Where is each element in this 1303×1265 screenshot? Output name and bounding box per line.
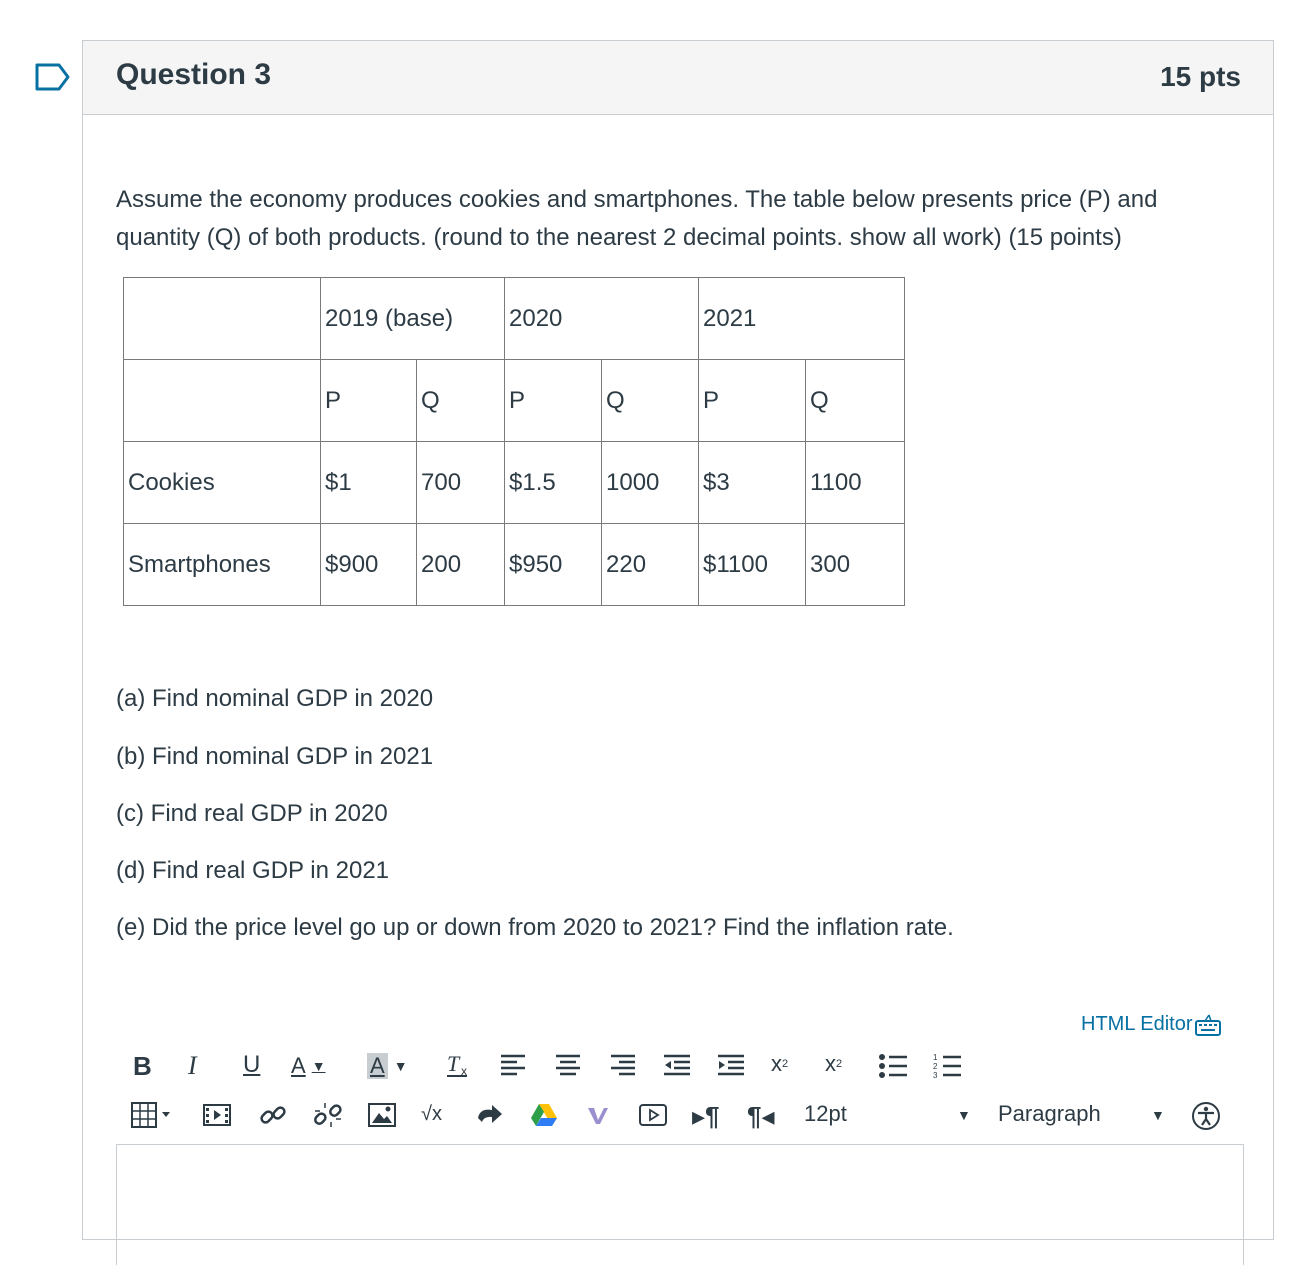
video-icon[interactable] xyxy=(639,1103,667,1127)
bold-button[interactable]: B xyxy=(133,1051,152,1081)
google-drive-icon[interactable] xyxy=(530,1103,558,1127)
ltr-direction-button[interactable]: ▸¶ xyxy=(692,1101,720,1131)
bullet-list-icon[interactable] xyxy=(879,1053,907,1079)
table-cell: $950 xyxy=(505,524,602,606)
table-row xyxy=(124,278,905,360)
question-points: 15 pts xyxy=(1160,61,1241,92)
block-format-select[interactable]: Paragraph xyxy=(998,1101,1101,1126)
table-cell-label: Cookies xyxy=(124,442,321,524)
align-left-icon[interactable] xyxy=(500,1053,526,1077)
svg-text:T: T xyxy=(447,1051,460,1076)
question-card xyxy=(82,40,1274,1240)
unlink-icon[interactable] xyxy=(313,1101,343,1129)
table-cell xyxy=(124,278,321,360)
table-cell-subheader: P xyxy=(505,360,602,442)
superscript-button[interactable]: x 2 xyxy=(771,1051,789,1076)
rich-text-editor-area[interactable] xyxy=(116,1144,1244,1265)
align-right-icon[interactable] xyxy=(610,1053,636,1077)
table-cell: 300 xyxy=(806,524,905,606)
italic-button[interactable]: I xyxy=(188,1051,197,1080)
indent-icon[interactable] xyxy=(717,1053,745,1077)
question-intro: Assume the economy produces cookies and smartphones. The table below presents price (P) and quantity (Q) of both products. (round to the nearest 2 decimal points. show all work) (15 points) xyxy=(116,186,1158,251)
keyboard-icon xyxy=(1195,1014,1221,1036)
html-editor-label: HTML Editor xyxy=(1081,1013,1193,1035)
image-insert-icon[interactable] xyxy=(368,1103,396,1127)
accessibility-checker-icon[interactable] xyxy=(1191,1101,1221,1131)
background-color-button[interactable]: A ▼ xyxy=(367,1053,408,1079)
numbered-list-icon[interactable] xyxy=(933,1053,961,1079)
question-part: (e) Did the price level go up or down from 2020 to 2021? Find the inflation rate. xyxy=(116,914,954,941)
table-cell-year: 2021 xyxy=(699,278,905,360)
table-cell: 200 xyxy=(417,524,505,606)
subscript-button[interactable]: x 2 xyxy=(825,1051,843,1076)
table-cell xyxy=(124,360,321,442)
block-format-dropdown-chevron-icon[interactable]: ▼ xyxy=(1151,1107,1165,1123)
equation-button[interactable]: √x xyxy=(421,1103,442,1125)
outdent-icon[interactable] xyxy=(663,1053,691,1077)
table-cell-subheader: Q xyxy=(417,360,505,442)
table-cell: $3 xyxy=(699,442,806,524)
table-cell: 220 xyxy=(602,524,699,606)
table-cell: $1.5 xyxy=(505,442,602,524)
svg-text:x: x xyxy=(461,1064,467,1078)
underline-button[interactable]: U xyxy=(243,1051,261,1078)
table-cell-subheader: Q xyxy=(806,360,905,442)
link-icon[interactable] xyxy=(259,1101,287,1129)
media-embed-icon[interactable] xyxy=(203,1103,231,1127)
svg-text:2: 2 xyxy=(933,1062,938,1071)
question-title: Question 3 xyxy=(116,58,272,91)
question-part: (d) Find real GDP in 2021 xyxy=(116,857,390,884)
table-cell: 1100 xyxy=(806,442,905,524)
vimeo-icon[interactable] xyxy=(586,1104,610,1126)
flag-question-icon[interactable] xyxy=(35,63,71,91)
svg-text:1: 1 xyxy=(933,1053,938,1062)
question-part: (b) Find nominal GDP in 2021 xyxy=(116,743,434,770)
table-cell: $1 xyxy=(321,442,417,524)
apps-share-icon[interactable] xyxy=(476,1104,504,1126)
table-row xyxy=(124,442,905,524)
font-size-select[interactable]: 12pt xyxy=(804,1101,847,1126)
clear-formatting-icon[interactable] xyxy=(445,1051,475,1079)
table-cell-year: 2019 (base) xyxy=(321,278,505,360)
svg-text:3: 3 xyxy=(933,1071,938,1079)
table-row xyxy=(124,524,905,606)
price-quantity-table xyxy=(123,277,905,606)
table-cell-year: 2020 xyxy=(505,278,699,360)
table-cell-subheader: P xyxy=(699,360,806,442)
question-part: (c) Find real GDP in 2020 xyxy=(116,800,388,827)
table-row xyxy=(124,360,905,442)
table-cell: $1100 xyxy=(699,524,806,606)
text-color-button[interactable]: A ▼ xyxy=(291,1053,326,1078)
table-cell-subheader: P xyxy=(321,360,417,442)
table-cell-label: Smartphones xyxy=(124,524,321,606)
question-header xyxy=(83,41,1273,115)
html-editor-link[interactable] xyxy=(1081,1013,1221,1036)
table-cell: 1000 xyxy=(602,442,699,524)
align-center-icon[interactable] xyxy=(555,1053,581,1077)
question-part: (a) Find nominal GDP in 2020 xyxy=(116,685,434,712)
rtl-direction-button[interactable]: ¶◂ xyxy=(747,1101,775,1131)
table-cell: $900 xyxy=(321,524,417,606)
table-insert-icon[interactable] xyxy=(131,1102,173,1128)
font-size-dropdown-chevron-icon[interactable]: ▼ xyxy=(957,1107,971,1123)
table-cell: 700 xyxy=(417,442,505,524)
table-cell-subheader: Q xyxy=(602,360,699,442)
